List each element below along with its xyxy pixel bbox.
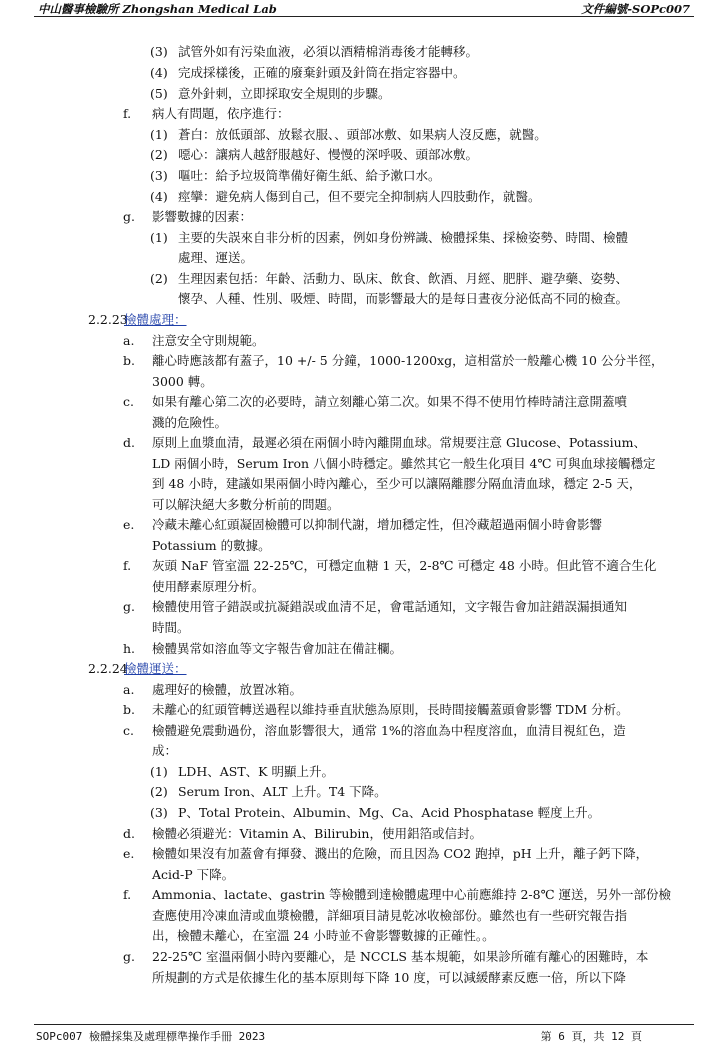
text-line: Acid-P 下降。 — [152, 867, 235, 882]
text-line: LDH、AST、K 明顯上升。 — [178, 764, 334, 779]
list-marker: e. — [123, 846, 135, 861]
list-marker: a. — [123, 333, 135, 348]
list-marker: b. — [123, 353, 135, 368]
text-line: 所規劃的方式是依據生化的基本原則每下降 10 度，可以減緩酵素反應一倍，所以下降 — [152, 970, 626, 985]
section-title: 檢體處理： — [124, 312, 187, 327]
text-line: 3000 轉。 — [152, 374, 213, 389]
text-line: 原則上血漿血清，最遲必須在兩個小時內離開血球。常規要注意 Glucose、Potassium、 — [152, 435, 646, 450]
text-line: 成： — [152, 743, 178, 758]
text-line: 未離心的紅頭管轉送過程以維持垂直狀態為原則，長時間接觸蓋頭會影響 TDM 分析。 — [152, 702, 629, 717]
text-line: 檢體使用管子錯誤或抗凝錯誤或血清不足，會電話通知，文字報告會加註錯誤漏損通知 — [152, 599, 628, 614]
list-marker: (1) — [150, 230, 168, 245]
list-marker: (4) — [150, 189, 168, 204]
text-line: 噁心：讓病人越舒服越好、慢慢的深呼吸、頭部冰敷。 — [178, 147, 479, 162]
list-marker: 2.2.24 — [88, 661, 128, 676]
list-marker: (3) — [150, 805, 168, 820]
list-marker: d. — [123, 435, 135, 450]
text-line: 影響數據的因素： — [152, 209, 253, 224]
list-marker: h. — [123, 641, 136, 656]
list-marker: (3) — [150, 44, 168, 59]
list-marker: (2) — [150, 147, 168, 162]
list-marker: f. — [123, 558, 132, 573]
text-line: P、Total Protein、Albumin、Mg、Ca、Acid Phosphatase 輕度上升。 — [178, 805, 601, 820]
text-line: 查應使用冷凍血清或血漿檢體，詳細項目請見乾冰收檢部份。雖然也有一些研究報告指 — [152, 908, 628, 923]
list-marker: b. — [123, 702, 135, 717]
text-line: 檢體避免震動過份，溶血影響很大，通常 1%的溶血為中程度溶血，血清目視紅色，造 — [152, 723, 626, 738]
text-line: 使用酵素原理分析。 — [152, 579, 265, 594]
text-line: 如果有離心第二次的必要時，請立刻離心第二次。如果不得不使用竹棒時請注意開蓋噴 — [152, 394, 628, 409]
footer-manual-title: SOPc007 檢體採集及處理標準操作手冊 2023 — [36, 1030, 266, 1043]
text-line: 22-25℃ 室溫兩個小時內要離心，是 NCCLS 基本規範，如果診所確有離心的困難時，本 — [152, 949, 649, 964]
text-line: 意外針刺，立即採取安全規則的步驟。 — [178, 86, 391, 101]
text-line: 懷孕、人種、性別、吸煙、時間，而影響最大的是每日晝夜分泌低高不同的檢查。 — [178, 291, 629, 306]
list-marker: d. — [123, 826, 135, 841]
list-marker: c. — [123, 394, 134, 409]
list-marker: (2) — [150, 271, 168, 286]
text-line: 處理、運送。 — [178, 250, 254, 265]
list-marker: (3) — [150, 168, 168, 183]
header-divider — [34, 16, 694, 17]
text-line: 檢體必須避光：Vitamin A、Bilirubin，使用鋁箔或信封。 — [152, 826, 482, 841]
list-marker: (1) — [150, 127, 168, 142]
text-line: 嘔吐：給予垃圾筒準備好衛生紙、給予漱口水。 — [178, 168, 441, 183]
list-marker: g. — [123, 949, 135, 964]
text-line: 檢體如果沒有加蓋會有揮發、濺出的危險，而且因為 CO2 跑掉，pH 上升，離子鈣下降， — [152, 846, 649, 861]
list-marker: g. — [123, 599, 135, 614]
text-line: 痙攣：避免病人傷到自己，但不要完全抑制病人四肢動作，就醫。 — [178, 189, 541, 204]
header-lab-name: 中山醫事檢驗所 Zhongshan Medical Lab — [38, 2, 277, 16]
list-marker: a. — [123, 682, 135, 697]
text-line: 病人有問題，依序進行： — [152, 106, 290, 121]
list-marker: e. — [123, 517, 135, 532]
text-line: 可以解決絕大多數分析前的問題。 — [152, 497, 340, 512]
text-line: 灰頭 NaF 管室溫 22-25℃，可穩定血糖 1 天，2-8℃ 可穩定 48 小時。但此管不適合生化 — [152, 558, 657, 573]
text-line: Serum Iron、ALT 上升。T4 下降。 — [178, 784, 387, 799]
text-line: Potassium 的數據。 — [152, 538, 271, 553]
text-line: Ammonia、lactate、gastrin 等檢體到達檢體處理中心前應維持 2-8℃ 運送，另外一部份檢 — [152, 887, 672, 902]
section-title: 檢體運送： — [124, 661, 187, 676]
list-marker: c. — [123, 723, 134, 738]
list-marker: f. — [123, 106, 132, 121]
text-line: 出，檢體未離心，在室溫 24 小時並不會影響數據的正確性。。 — [152, 928, 495, 943]
text-line: 試管外如有污染血液，必須以酒精棉消毒後才能轉移。 — [178, 44, 479, 59]
page-footer — [0, 1024, 722, 1044]
list-marker: 2.2.23 — [88, 312, 128, 327]
header-document-number: 文件編號-SOPc007 — [581, 2, 690, 16]
footer-divider — [34, 1024, 694, 1025]
text-line: 生理因素包括：年齡、活動力、臥床、飲食、飲酒、月經、肥胖、避孕藥、姿勢、 — [178, 271, 629, 286]
text-line: 注意安全守則規範。 — [152, 333, 265, 348]
text-line: 蒼白：放低頭部、放鬆衣服、、頭部冰敷、如果病人沒反應，就醫。 — [178, 127, 547, 142]
text-line: 主要的失誤來自非分析的因素，例如身份辨識、檢體採集、採檢姿勢、時間、檢體 — [178, 230, 629, 245]
text-line: 處理好的檢體，放置冰箱。 — [152, 682, 303, 697]
list-marker: (4) — [150, 65, 168, 80]
list-marker: f. — [123, 887, 132, 902]
list-marker: (2) — [150, 784, 168, 799]
text-line: 時間。 — [152, 620, 190, 635]
text-line: 離心時應該都有蓋子，10 +/- 5 分鐘，1000-1200xg，這相當於一般離心機 10 公分半徑， — [152, 353, 664, 368]
list-marker: g. — [123, 209, 135, 224]
text-line: 完成採樣後，正確的廢棄針頭及針筒在指定容器中。 — [178, 65, 466, 80]
text-line: 檢體異常如溶血等文字報告會加註在備註欄。 — [152, 641, 403, 656]
text-line: 冷藏未離心紅頭凝固檢體可以抑制代謝，增加穩定性，但冷藏超過兩個小時會影響 — [152, 517, 603, 532]
text-line: 到 48 小時，建議如果兩個小時內離心，至少可以讓隔離膠分隔血清血球，穩定 2-5 天， — [152, 476, 642, 491]
text-line: LD 兩個小時，Serum Iron 八個小時穩定。雖然其它一般生化項目 4℃ 可與血球接觸穩定 — [152, 456, 656, 471]
page-header — [0, 0, 722, 19]
text-line: 濺的危險性。 — [152, 415, 228, 430]
list-marker: (1) — [150, 764, 168, 779]
list-marker: (5) — [150, 86, 168, 101]
footer-page-number: 第 6 頁，共 12 頁 — [540, 1030, 642, 1043]
